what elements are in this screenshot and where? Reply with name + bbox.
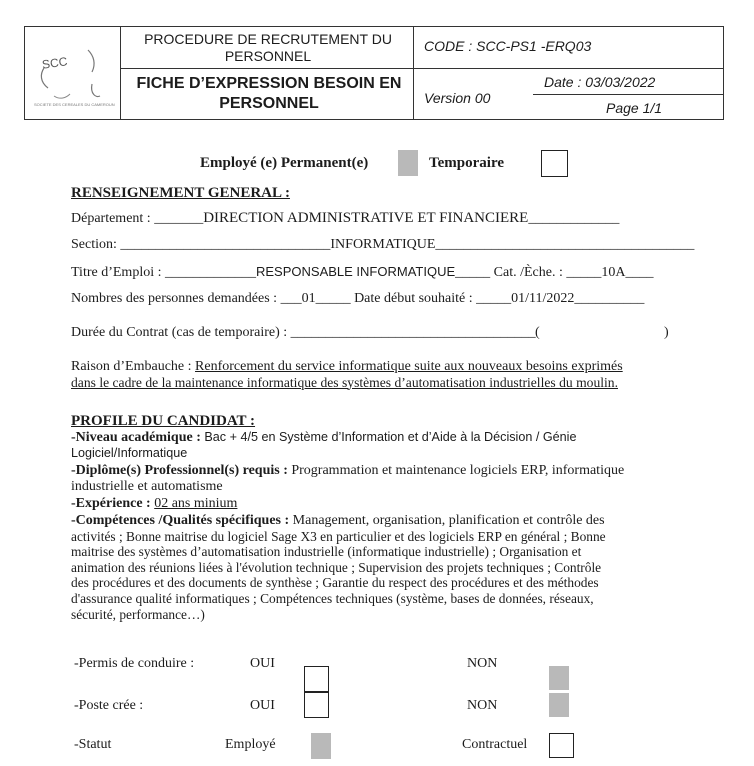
job-title-label: Titre d’Emploi :	[71, 265, 162, 280]
logo-subtext: SOCIETE DES CEREALES DU CAMEROUN	[34, 102, 115, 107]
section-value[interactable]: INFORMATIQUE	[330, 237, 436, 252]
experience-label: -Expérience :	[71, 496, 151, 512]
temporary-checkbox[interactable]	[541, 150, 568, 177]
start-date-label: Date début souhaité :	[354, 291, 473, 306]
duration-label: Durée du Contrat (cas de temporaire) :	[71, 325, 288, 340]
blank-line: _____________________________________	[435, 237, 695, 252]
position-label: -Poste crée :	[74, 698, 144, 713]
department-value[interactable]: DIRECTION ADMINISTRATIVE ET FINANCIERE	[203, 210, 529, 226]
start-date-value[interactable]: 01/11/2022	[511, 291, 575, 306]
category-label: Cat. /Èche. :	[493, 265, 563, 280]
permanent-checkbox[interactable]	[398, 150, 418, 176]
skills-label: -Compétences /Qualités spécifiques :	[71, 512, 290, 528]
persons-row	[71, 291, 644, 307]
blank-line: _____	[566, 265, 602, 280]
blank-line: ______________________________	[120, 237, 331, 252]
section-row	[71, 237, 694, 253]
document-version: Version 00	[424, 90, 491, 106]
reason-label: Raison d’Embauche :	[71, 359, 192, 374]
profile-section	[71, 430, 721, 622]
diploma-line-2: industrielle et automatisme	[71, 478, 223, 494]
document-header	[24, 26, 724, 120]
persons-value[interactable]: 01	[301, 291, 316, 306]
blank-line: _____________	[528, 211, 620, 226]
company-logo	[30, 36, 116, 112]
logo-text: SCC	[41, 54, 69, 72]
temporary-label: Temporaire	[429, 155, 504, 171]
license-yes-checkbox[interactable]	[304, 666, 329, 692]
reason-line-2: dans le cadre de la maintenance informatique des systèmes d’automatisation industrielles du moulin.	[71, 374, 618, 390]
blank-line: ___	[280, 291, 302, 306]
status-contractual-checkbox[interactable]	[549, 733, 574, 758]
category-value[interactable]: 10A	[601, 265, 626, 280]
job-title-row	[71, 264, 653, 281]
section-label: Section:	[71, 237, 117, 252]
blank-line: _____________	[165, 265, 256, 280]
duration-paren-open: (	[535, 325, 540, 340]
license-yes-label: OUI	[250, 656, 275, 671]
profile-heading: PROFILE DU CANDIDAT :	[71, 413, 256, 429]
academic-line-2: Logiciel/Informatique	[71, 445, 188, 460]
general-info-heading: RENSEIGNEMENT GENERAL :	[71, 185, 290, 201]
logo-emblem-icon	[30, 36, 116, 112]
skills-line-1: Management, organisation, planification et contrôle des	[292, 512, 605, 528]
department-label: Département :	[71, 211, 151, 226]
document-code: CODE : SCC-PS1 -ERQ03	[424, 38, 592, 54]
academic-line-1: Bac + 4/5 en Système d’Information et d’Aide à la Décision / Génie	[204, 430, 577, 444]
duration-blank[interactable]: ___________________________________	[290, 325, 536, 340]
experience-value: 02 ans minium	[154, 496, 238, 512]
license-no-checkbox[interactable]	[549, 666, 569, 690]
position-yes-label: OUI	[250, 698, 275, 713]
status-employee-checkbox[interactable]	[311, 733, 331, 759]
document-date: Date : 03/03/2022	[544, 74, 656, 90]
skills-line-3: maitrise des systèmes d’automatisation industrielle (informatique industrielle) ; Organisation et	[71, 544, 582, 560]
skills-line-7: sécurité, performance…)	[71, 606, 205, 622]
skills-line-4: animation des réunions liées à l'évolution technique ; Supervision des projets techniques ; Contrôle	[71, 559, 602, 575]
persons-label: Nombres des personnes demandées :	[71, 291, 278, 306]
duration-paren-close: )	[664, 325, 669, 340]
skills-line-2: activités ; Bonne maitrise du logiciel Sage X3 en particulier et des logiciels ERP en général ; Bonne	[71, 528, 606, 544]
status-contractual-label: Contractuel	[462, 737, 528, 752]
position-yes-checkbox[interactable]	[304, 692, 329, 718]
blank-line: _____	[476, 291, 512, 306]
blank-line: _____	[315, 291, 351, 306]
blank-line: ____	[625, 265, 654, 280]
license-no-label: NON	[467, 656, 498, 671]
skills-line-6: d'assurance qualité informatiques ; Compétences techniques (système, bases de données, réseaux,	[71, 590, 594, 606]
document-page: Page 1/1	[606, 100, 663, 116]
blank-line: _______	[154, 211, 204, 226]
form-title: FICHE D’EXPRESSION BESOIN EN PERSONNEL	[136, 75, 402, 112]
permanent-label: Employé (e) Permanent(e)	[200, 155, 369, 171]
license-label: -Permis de conduire :	[74, 656, 195, 671]
blank-line: __________	[574, 291, 645, 306]
job-title-value[interactable]: RESPONSABLE INFORMATIQUE	[256, 264, 456, 279]
position-no-checkbox[interactable]	[549, 693, 569, 717]
status-label: -Statut	[74, 737, 112, 752]
academic-label: -Niveau académique :	[71, 430, 201, 445]
diploma-line-1: Programmation et maintenance logiciels ERP, informatique	[291, 463, 625, 479]
skills-line-5: des procédures et des documents de synthèse ; Garantie du respect des procédures et des méthodes	[71, 575, 599, 591]
department-row	[71, 210, 619, 227]
position-no-label: NON	[467, 698, 498, 713]
status-employee-label: Employé	[225, 737, 276, 752]
procedure-title: PROCEDURE DE RECRUTEMENT DU PERSONNEL	[144, 31, 392, 64]
diploma-label: -Diplôme(s) Professionnel(s) requis :	[71, 463, 288, 479]
reason-line-1: Renforcement du service informatique suite aux nouveaux besoins exprimés	[195, 359, 623, 374]
duration-row	[71, 325, 536, 341]
blank-line: _____	[455, 265, 491, 280]
hiring-reason	[71, 359, 711, 390]
